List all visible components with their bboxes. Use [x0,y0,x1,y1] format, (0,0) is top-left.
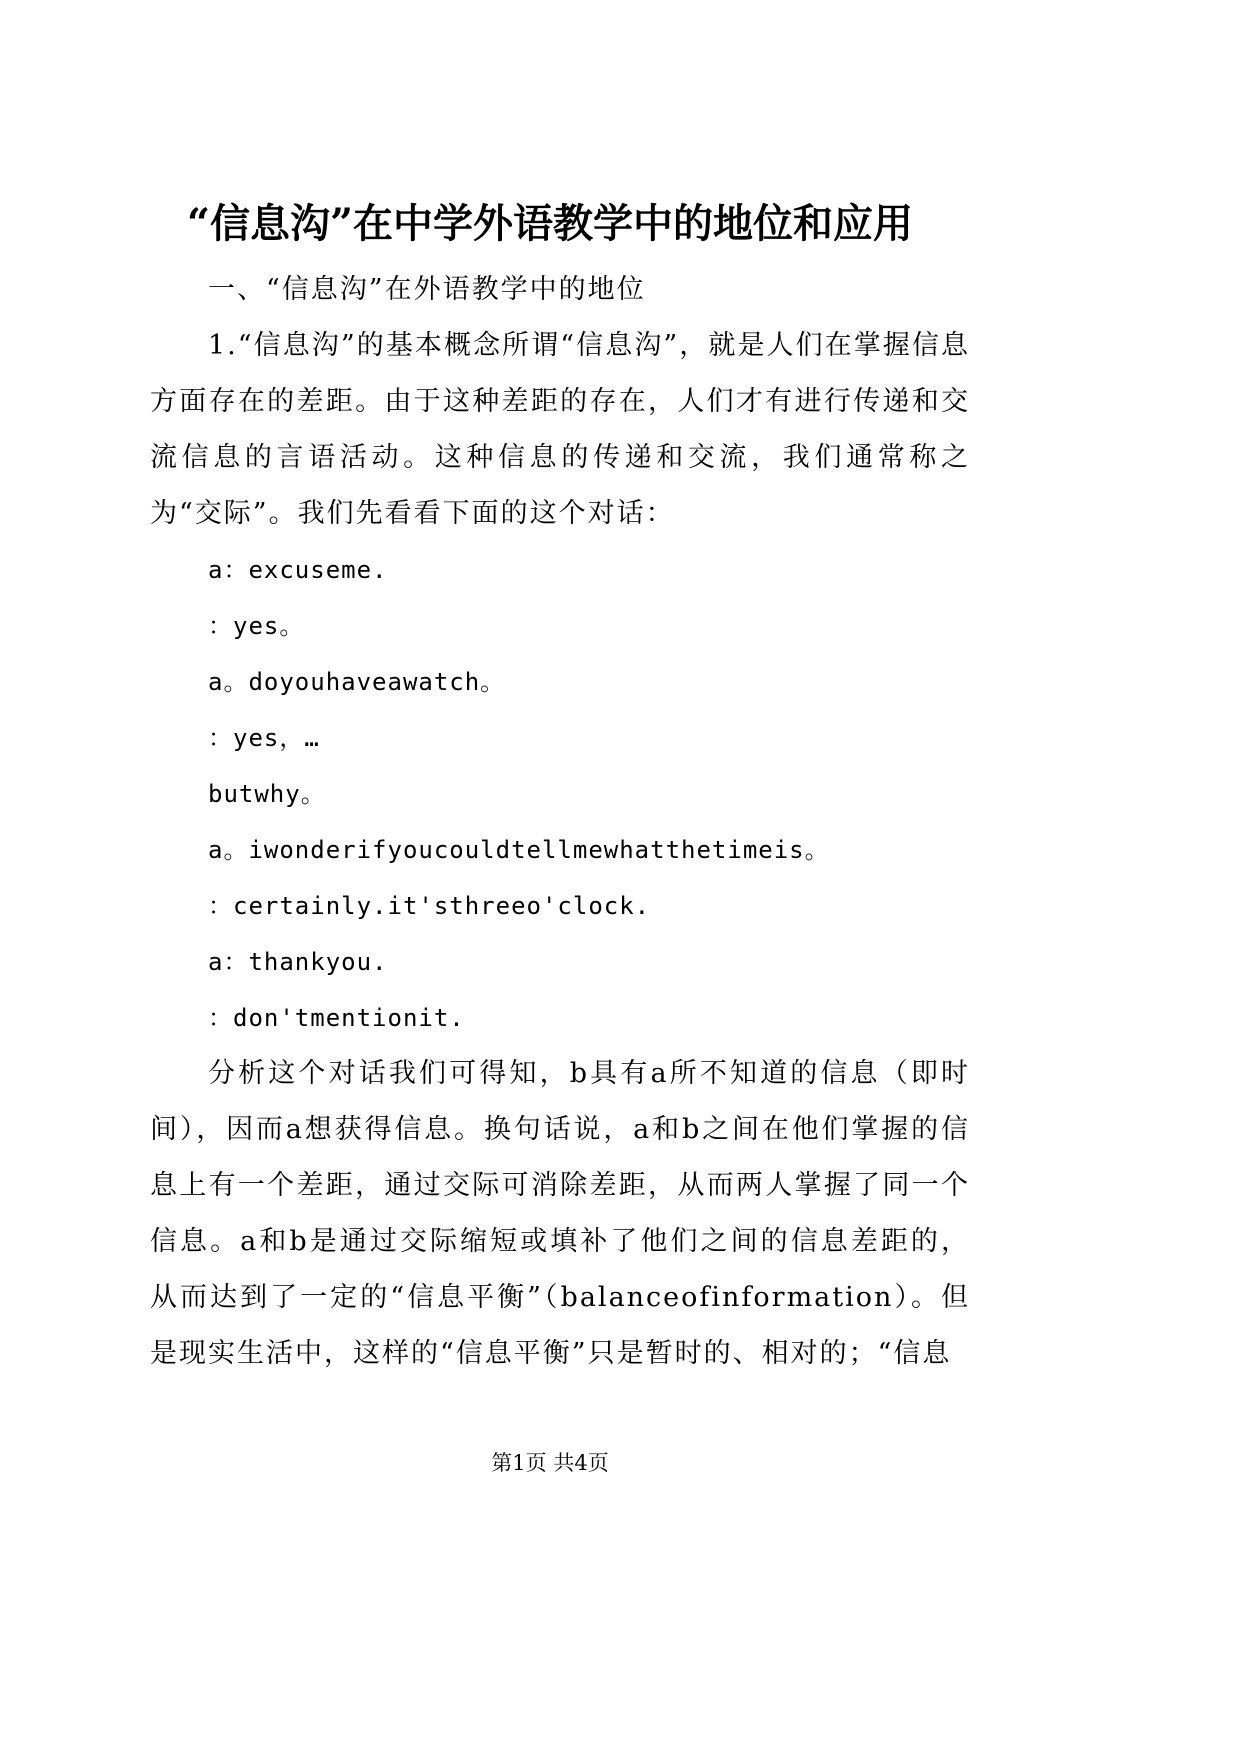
paragraph-intro: 1.“信息沟”的基本概念所谓“信息沟”，就是人们在掌握信息方面存在的差距。由于这种差距的存在，人们才有进行传递和交流信息的言语活动。这种信息的传递和交流，我们通常称之为“交际”。我们先看看下面的这个对话： [150,330,970,529]
document-body [150,262,970,1382]
section-heading: 一、“信息沟”在外语教学中的地位 [208,274,646,305]
dialog-line: ：yes，… [208,724,320,752]
dialog-line: ：yes。 [208,612,305,640]
dialog-block [150,542,970,1046]
dialog-line: ：don'tmentionit. [208,1004,465,1032]
page-number-footer: 第1页 共4页 [491,1451,609,1475]
paragraph-analysis: 分析这个对话我们可得知，b具有a所不知道的信息（即时间），因而a想获得信息。换句话说，a和b之间在他们掌握的信息上有一个差距，通过交际可消除差距，从而两人掌握了同一个信息。a和b是通过交际缩短或填补了他们之间的信息差距的，从而达到了一定的“信息平衡”（balanceofinformation）。但是现实生活中，这样的“信息平衡”只是暂时的、相对的；“信息 [150,1058,970,1369]
dialog-line: a。iwonderifyoucouldtellmewhatthetimeis。 [208,836,830,864]
dialog-line: a：thankyou. [208,948,388,976]
dialog-line: ：certainly.it'sthreeo'clock. [208,892,651,920]
document-title: “信息沟”在中学外语教学中的地位和应用 [186,200,913,247]
dialog-line: a：excuseme. [208,556,388,584]
dialog-line: butwhy。 [208,780,326,808]
dialog-line: a。doyouhaveawatch。 [208,668,506,696]
